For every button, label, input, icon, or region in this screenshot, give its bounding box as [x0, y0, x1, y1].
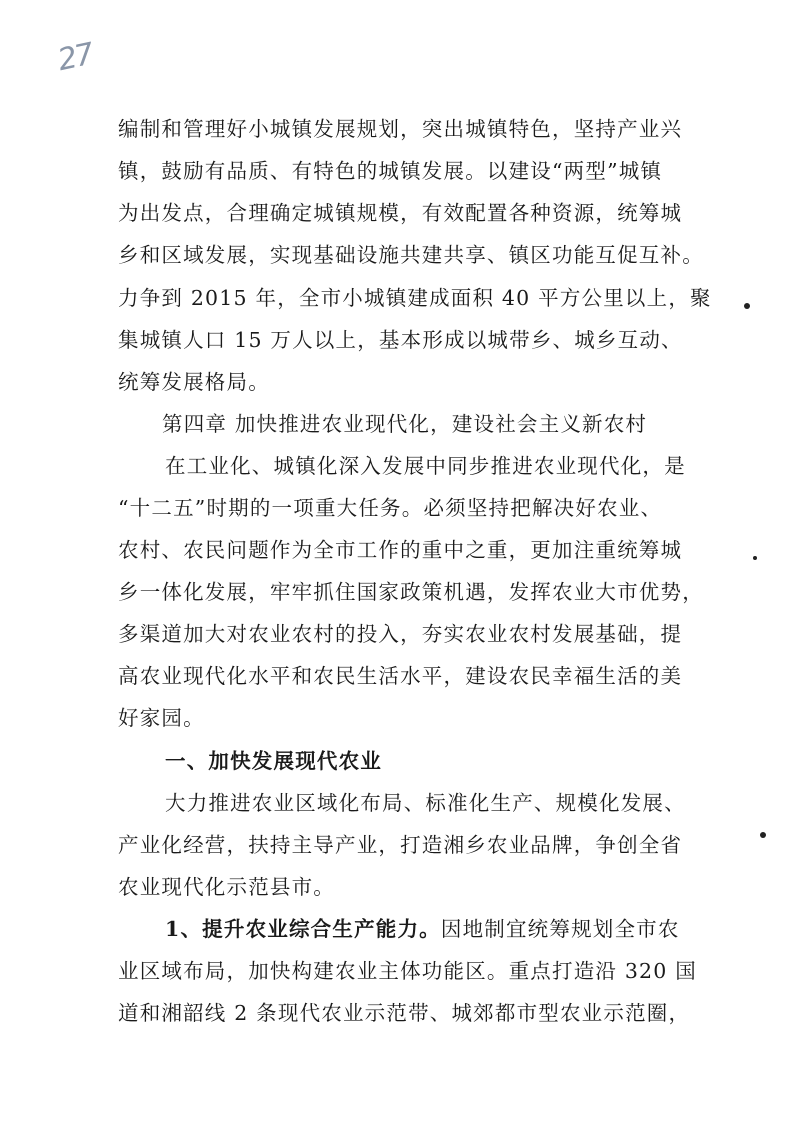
- margin-speck: [760, 832, 766, 838]
- text-line: 统筹发展格局。: [118, 370, 270, 394]
- subsection-line: [165, 917, 680, 941]
- subsection-heading: 1、提升农业综合生产能力。: [165, 917, 441, 941]
- margin-speck: [753, 556, 757, 560]
- page-number-mark: 27: [54, 36, 96, 79]
- text-line: 力争到 2015 年，全市小城镇建成面积 40 平方公里以上，聚: [118, 286, 712, 310]
- text-line: 镇，鼓励有品质、有特色的城镇发展。以建设“两型”城镇: [118, 159, 663, 183]
- text-line: 编制和管理好小城镇发展规划，突出城镇特色，坚持产业兴: [118, 117, 683, 141]
- text-line: 集城镇人口 15 万人以上，基本形成以城带乡、城乡互动、: [118, 328, 683, 352]
- text-line: 在工业化、城镇化深入发展中同步推进农业现代化，是: [165, 454, 686, 478]
- text-line: 产业化经营，扶持主导产业，打造湘乡农业品牌，争创全省: [118, 833, 683, 857]
- text-line: 业区域布局，加快构建农业主体功能区。重点打造沿 320 国: [118, 959, 697, 983]
- section-heading: 一、加快发展现代农业: [165, 749, 382, 773]
- text-line: 大力推进农业区域化布局、标准化生产、规模化发展、: [165, 791, 686, 815]
- text-line: 乡和区域发展，实现基础设施共建共享、镇区功能互促互补。: [118, 243, 704, 267]
- text-line: 农业现代化示范县市。: [118, 875, 335, 899]
- text-line: “十二五”时期的一项重大任务。必须坚持把解决好农业、: [118, 496, 663, 520]
- text-line: 乡一体化发展，牢牢抓住国家政策机遇，发挥农业大市优势，: [118, 580, 704, 604]
- text-line: 为出发点，合理确定城镇规模，有效配置各种资源，统筹城: [118, 201, 683, 225]
- margin-speck: [744, 303, 750, 309]
- text-line: 高农业现代化水平和农民生活水平，建设农民幸福生活的美: [118, 664, 683, 688]
- text-line: 农村、农民问题作为全市工作的重中之重，更加注重统筹城: [118, 538, 683, 562]
- text-line: 多渠道加大对农业农村的投入，夯实农业农村发展基础，提: [118, 622, 683, 646]
- text-line: 好家园。: [118, 706, 205, 730]
- subsection-text: 因地制宜统筹规划全市农: [440, 917, 680, 941]
- text-line: 道和湘韶线 2 条现代农业示范带、城郊都市型农业示范圈，: [118, 1001, 691, 1025]
- chapter-heading: 第四章 加快推进农业现代化，建设社会主义新农村: [162, 412, 648, 436]
